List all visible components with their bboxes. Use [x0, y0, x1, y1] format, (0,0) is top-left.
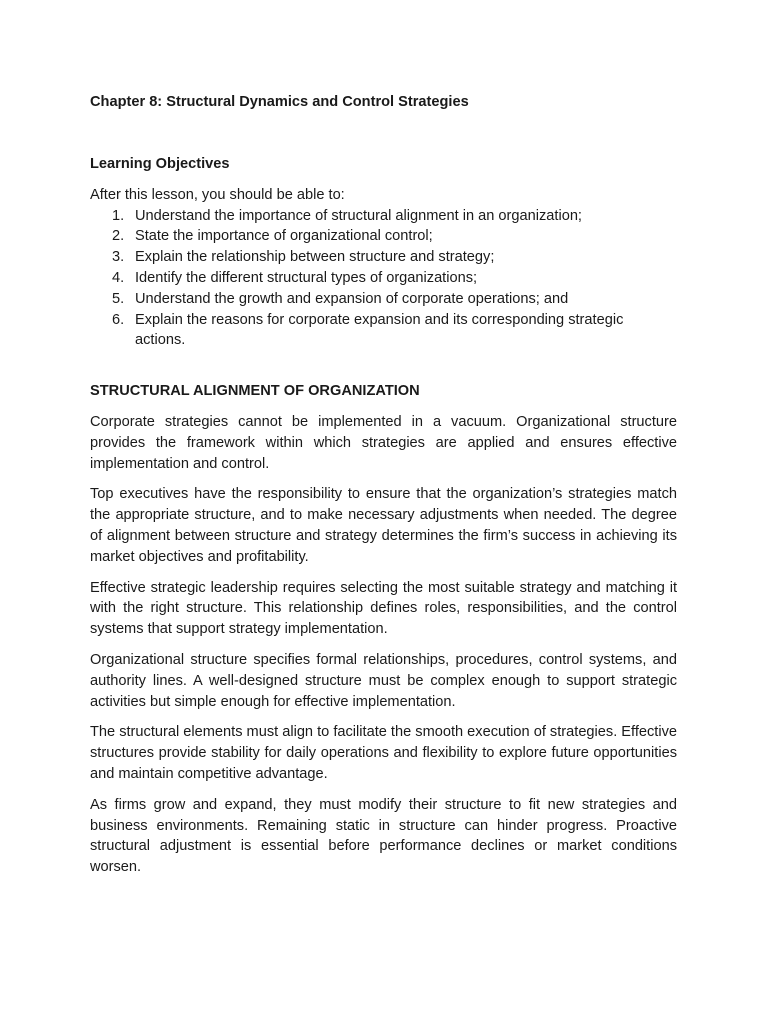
objective-number: 1. — [112, 207, 125, 224]
objective-text: Identify the different structural types of organizations; — [135, 269, 478, 286]
objective-number: 4. — [112, 269, 125, 286]
section-heading: STRUCTURAL ALIGNMENT OF ORGANIZATION — [90, 383, 420, 400]
objective-number: 3. — [112, 249, 125, 266]
objectives-list — [90, 206, 677, 352]
document-page — [90, 92, 677, 878]
body-paragraph: As firms grow and expand, they must modify their structure to fit new strategies and business environments. Remaining static in structure can hinder progress. Proactive structural adjustment is essential before performance declines or market conditions worsen. — [90, 796, 677, 876]
learning-objectives-heading: Learning Objectives — [90, 156, 230, 172]
objective-text: Explain the reasons for corporate expansion and its corresponding strategic actions. — [135, 311, 624, 349]
objective-text: Understand the importance of structural alignment in an organization; — [135, 207, 582, 224]
body-paragraph: Corporate strategies cannot be implemented in a vacuum. Organizational structure provides the framework within which strategies are applied and ensures effective implementation and control. — [90, 413, 677, 472]
objective-text: Explain the relationship between structure and strategy; — [135, 249, 495, 266]
objective-item — [90, 247, 677, 268]
objective-item — [90, 268, 677, 289]
objective-text: Understand the growth and expansion of corporate operations; and — [135, 290, 569, 307]
body-paragraph: The structural elements must align to facilitate the smooth execution of strategies. Effective structures provide stability for daily operations and flexibility to explore future opportunities and maintain competitive advantage. — [90, 724, 678, 782]
body-paragraph: Top executives have the responsibility to ensure that the organization’s strategies match the appropriate structure, and to make necessary adjustments when needed. The degree of alignment between structure and strategy determines the firm’s success in achieving its market objectives and profitability. — [90, 486, 677, 565]
objective-number: 5. — [112, 290, 125, 307]
objective-number: 6. — [112, 311, 125, 328]
objectives-intro: After this lesson, you should be able to: — [90, 186, 345, 203]
objective-item — [90, 206, 677, 227]
objective-item — [90, 289, 677, 310]
objective-item — [90, 226, 677, 247]
body-paragraph: Organizational structure specifies formal relationships, procedures, control systems, and authority lines. A well-designed structure must be complex enough to support strategic activities but simple enough for effective implementation. — [90, 651, 677, 710]
objective-number: 2. — [112, 228, 125, 245]
objective-text: State the importance of organizational control; — [135, 228, 433, 245]
chapter-title: Chapter 8: Structural Dynamics and Control Strategies — [90, 94, 469, 110]
objective-item — [90, 310, 677, 352]
body-paragraph: Effective strategic leadership requires selecting the most suitable strategy and matching it with the right structure. This relationship defines roles, responsibilities, and the control systems that support strategy implementation. — [90, 579, 677, 638]
